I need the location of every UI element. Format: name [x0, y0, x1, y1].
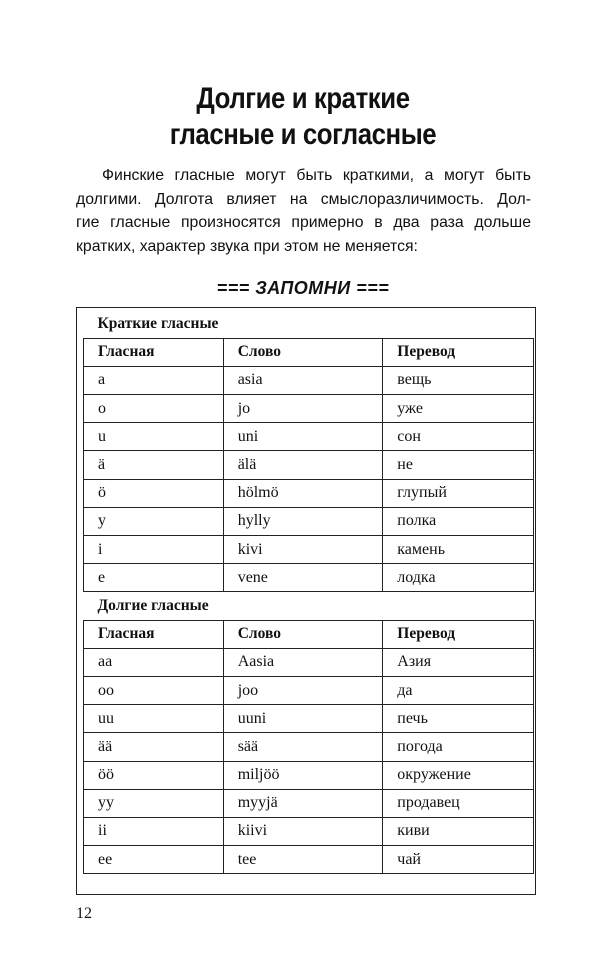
section-row-short: [84, 310, 534, 338]
cell-word: tee: [223, 846, 383, 874]
header-row: [84, 338, 534, 366]
cell-vowel: a: [84, 366, 224, 394]
header-word: Слово: [223, 338, 383, 366]
table-row: [84, 846, 534, 874]
cell-translation: не: [383, 451, 534, 479]
cell-word: joo: [223, 676, 383, 704]
cell-translation: чай: [383, 846, 534, 874]
header-vowel: Гласная: [84, 338, 224, 366]
intro-line: гие гласные произносятся примерно в два раза дольше: [76, 214, 531, 231]
table-row: [84, 536, 534, 564]
section-title-short: Краткие гласные: [97, 314, 219, 332]
cell-translation: киви: [383, 817, 534, 845]
cell-translation: да: [383, 676, 534, 704]
intro-line: кратких, характер звука при этом не меняется:: [76, 237, 418, 255]
table-row: [84, 676, 534, 704]
cell-vowel: e: [84, 564, 224, 592]
section-row-long: [84, 592, 534, 620]
cell-word: hölmö: [223, 479, 383, 507]
cell-word: miljöö: [223, 761, 383, 789]
cell-vowel: ö: [84, 479, 224, 507]
cell-translation: продавец: [383, 789, 534, 817]
vowels-table: [83, 310, 534, 874]
table-row: [84, 564, 534, 592]
cell-word: myyjä: [223, 789, 383, 817]
header-row: [84, 620, 534, 648]
cell-translation: лодка: [383, 564, 534, 592]
table-row: [84, 761, 534, 789]
cell-word: uni: [223, 423, 383, 451]
table-row: [84, 451, 534, 479]
intro-line: долгими. Долгота влияет на смыслоразличимость. Дол-: [76, 190, 531, 208]
cell-word: hylly: [223, 507, 383, 535]
header-vowel: Гласная: [84, 620, 224, 648]
cell-vowel: aa: [84, 648, 224, 676]
page-title-line-1: Долгие и краткие: [196, 82, 410, 115]
cell-translation: печь: [383, 705, 534, 733]
intro-line: Финские гласные могут быть краткими, а могут быть: [102, 167, 531, 184]
page-title-line-2: гласные и согласные: [169, 118, 437, 151]
cell-vowel: ää: [84, 733, 224, 761]
cell-vowel: ii: [84, 817, 224, 845]
cell-translation: камень: [383, 536, 534, 564]
cell-translation: глупый: [383, 479, 534, 507]
cell-translation: уже: [383, 395, 534, 423]
cell-vowel: o: [84, 395, 224, 423]
table-row: [84, 395, 534, 423]
cell-word: kivi: [223, 536, 383, 564]
cell-word: uuni: [223, 705, 383, 733]
cell-vowel: ä: [84, 451, 224, 479]
cell-translation: погода: [383, 733, 534, 761]
cell-vowel: u: [84, 423, 224, 451]
table-row: [84, 366, 534, 394]
page-number: 12: [76, 905, 92, 922]
cell-translation: окружение: [383, 761, 534, 789]
cell-vowel: y: [84, 507, 224, 535]
table-row: [84, 705, 534, 733]
table-row: [84, 789, 534, 817]
header-word: Слово: [223, 620, 383, 648]
cell-word: asia: [223, 366, 383, 394]
cell-word: Aasia: [223, 648, 383, 676]
cell-translation: сон: [383, 423, 534, 451]
cell-translation: Азия: [383, 648, 534, 676]
cell-word: sää: [223, 733, 383, 761]
vowels-table-body: [84, 310, 534, 874]
table-row: [84, 817, 534, 845]
cell-vowel: ee: [84, 846, 224, 874]
cell-translation: полка: [383, 507, 534, 535]
table-row: [84, 507, 534, 535]
table-row: [84, 733, 534, 761]
section-title-long: Долгие гласные: [97, 596, 209, 614]
table-row: [84, 648, 534, 676]
intro-paragraph: [76, 164, 531, 258]
cell-word: kiivi: [223, 817, 383, 845]
header-translation: Перевод: [383, 620, 534, 648]
table-row: [84, 479, 534, 507]
cell-word: jo: [223, 395, 383, 423]
cell-translation: вещь: [383, 366, 534, 394]
cell-vowel: öö: [84, 761, 224, 789]
cell-word: älä: [223, 451, 383, 479]
table-row: [84, 423, 534, 451]
cell-vowel: oo: [84, 676, 224, 704]
cell-vowel: uu: [84, 705, 224, 733]
header-translation: Перевод: [383, 338, 534, 366]
cell-vowel: i: [84, 536, 224, 564]
cell-word: vene: [223, 564, 383, 592]
cell-vowel: yy: [84, 789, 224, 817]
remember-heading: === ЗАПОМНИ ===: [216, 278, 390, 298]
